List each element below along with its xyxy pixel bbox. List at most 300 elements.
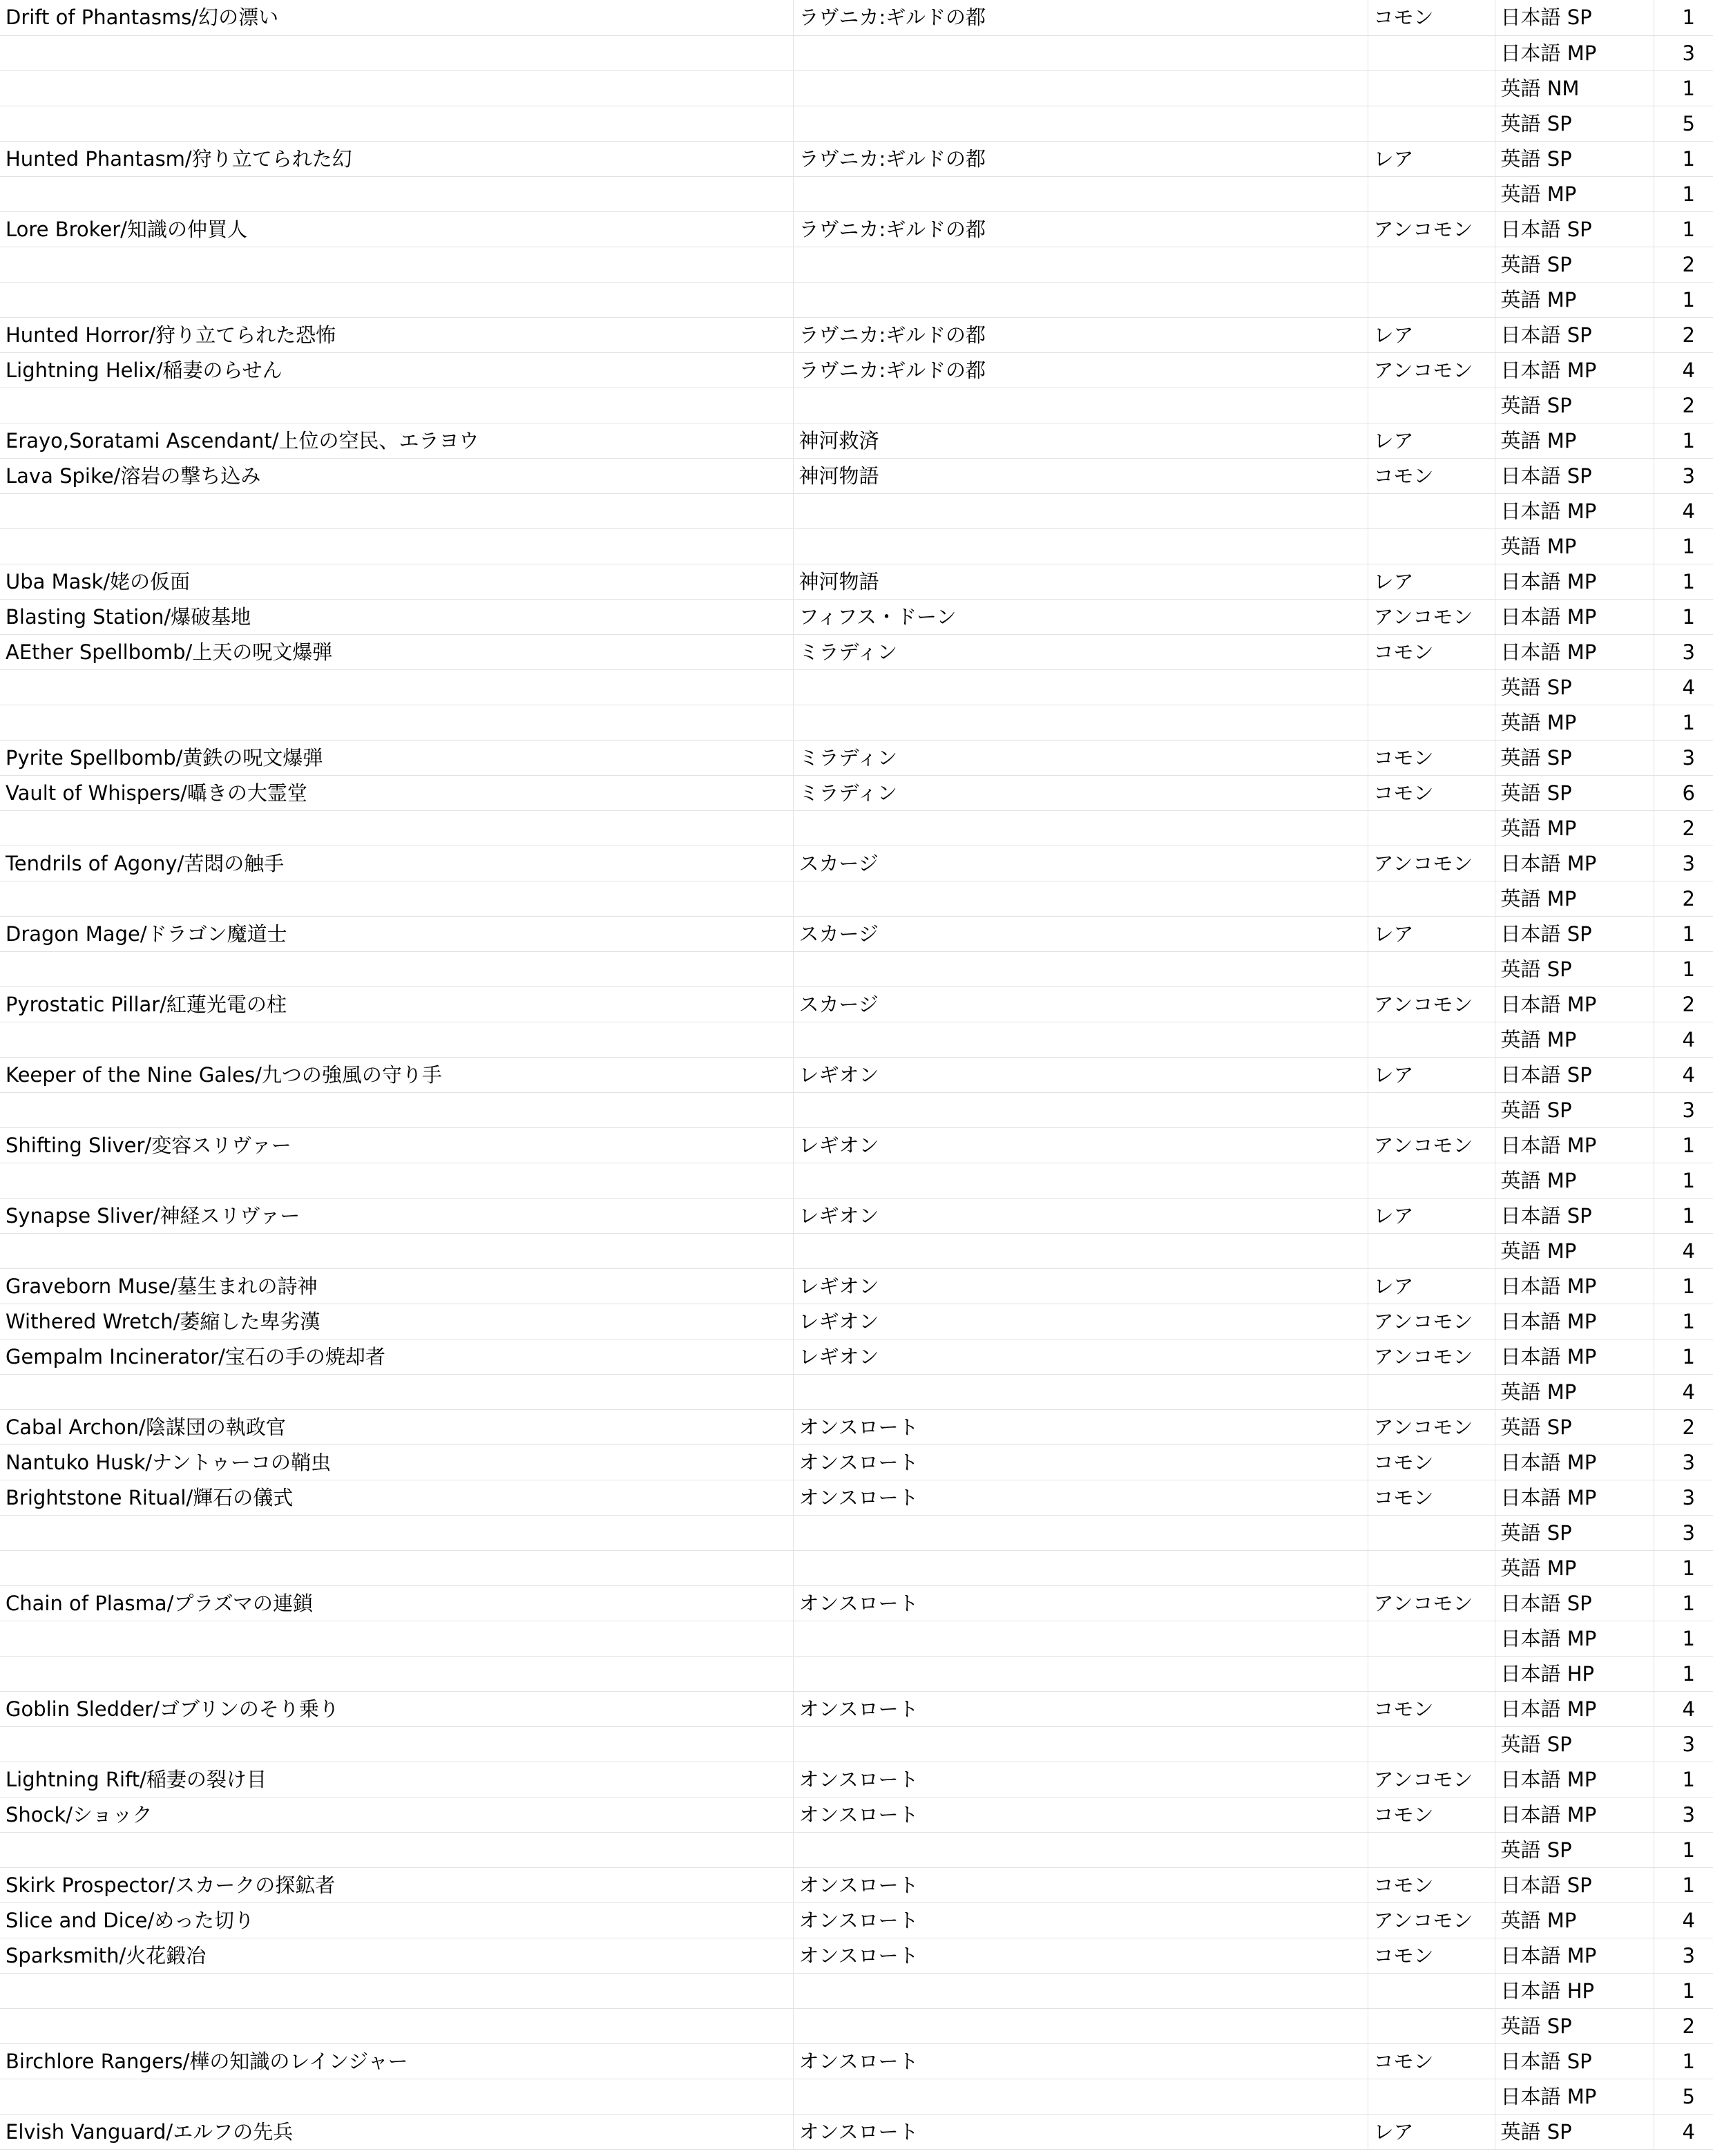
set-cell[interactable]: 神河救済	[793, 423, 1368, 458]
quantity-cell[interactable]: 5	[1654, 106, 1713, 141]
set-cell[interactable]	[793, 2008, 1368, 2043]
set-cell[interactable]	[793, 1515, 1368, 1550]
language-condition-cell[interactable]: 英語 SP	[1495, 1409, 1654, 1444]
set-cell[interactable]: レギオン	[793, 1057, 1368, 1092]
card-name-cell[interactable]: Uba Mask/姥の仮面	[0, 564, 793, 599]
card-name-cell[interactable]: Shifting Sliver/変容スリヴァー	[0, 1127, 793, 1163]
card-name-cell[interactable]	[0, 1550, 793, 1585]
card-name-cell[interactable]	[0, 70, 793, 106]
quantity-cell[interactable]: 1	[1654, 1550, 1713, 1585]
language-condition-cell[interactable]: 英語 MP	[1495, 705, 1654, 740]
card-name-cell[interactable]: Tendrils of Agony/苦悶の触手	[0, 846, 793, 881]
rarity-cell[interactable]: コモン	[1368, 740, 1495, 775]
language-condition-cell[interactable]: 日本語 MP	[1495, 1339, 1654, 1374]
language-condition-cell[interactable]: 日本語 MP	[1495, 564, 1654, 599]
card-name-cell[interactable]	[0, 1973, 793, 2008]
rarity-cell[interactable]	[1368, 528, 1495, 564]
set-cell[interactable]: オンスロート	[793, 1762, 1368, 1797]
rarity-cell[interactable]: レア	[1368, 141, 1495, 176]
set-cell[interactable]: ラヴニカ:ギルドの都	[793, 352, 1368, 388]
rarity-cell[interactable]: アンコモン	[1368, 211, 1495, 247]
card-name-cell[interactable]	[0, 176, 793, 211]
language-condition-cell[interactable]: 日本語 HP	[1495, 1973, 1654, 2008]
language-condition-cell[interactable]: 英語 SP	[1495, 1726, 1654, 1762]
rarity-cell[interactable]	[1368, 247, 1495, 282]
rarity-cell[interactable]: レア	[1368, 1198, 1495, 1233]
card-name-cell[interactable]: Elvish Vanguard/エルフの先兵	[0, 2114, 793, 2149]
card-name-cell[interactable]: Lightning Helix/稲妻のらせん	[0, 352, 793, 388]
quantity-cell[interactable]: 2	[1654, 986, 1713, 1022]
language-condition-cell[interactable]: 日本語 MP	[1495, 634, 1654, 669]
quantity-cell[interactable]: 3	[1654, 1515, 1713, 1550]
quantity-cell[interactable]: 3	[1654, 458, 1713, 493]
rarity-cell[interactable]: アンコモン	[1368, 1409, 1495, 1444]
quantity-cell[interactable]: 1	[1654, 1867, 1713, 1902]
set-cell[interactable]: オンスロート	[793, 1585, 1368, 1621]
card-name-cell[interactable]	[0, 1163, 793, 1198]
rarity-cell[interactable]	[1368, 881, 1495, 916]
quantity-cell[interactable]: 2	[1654, 810, 1713, 846]
quantity-cell[interactable]: 1	[1654, 70, 1713, 106]
language-condition-cell[interactable]: 日本語 MP	[1495, 1938, 1654, 1973]
rarity-cell[interactable]	[1368, 282, 1495, 317]
quantity-cell[interactable]: 3	[1654, 1092, 1713, 1127]
quantity-cell[interactable]: 3	[1654, 1480, 1713, 1515]
set-cell[interactable]	[793, 247, 1368, 282]
language-condition-cell[interactable]: 日本語 SP	[1495, 458, 1654, 493]
language-condition-cell[interactable]: 日本語 MP	[1495, 599, 1654, 634]
set-cell[interactable]	[793, 35, 1368, 70]
language-condition-cell[interactable]: 日本語 MP	[1495, 846, 1654, 881]
card-name-cell[interactable]	[0, 669, 793, 705]
language-condition-cell[interactable]: 英語 MP	[1495, 528, 1654, 564]
language-condition-cell[interactable]: 日本語 MP	[1495, 1797, 1654, 1832]
language-condition-cell[interactable]: 英語 SP	[1495, 388, 1654, 423]
card-name-cell[interactable]: Skirk Prospector/スカークの探鉱者	[0, 1867, 793, 1902]
quantity-cell[interactable]: 2	[1654, 1409, 1713, 1444]
rarity-cell[interactable]	[1368, 2008, 1495, 2043]
card-name-cell[interactable]: Chain of Plasma/プラズマの連鎖	[0, 1585, 793, 1621]
card-name-cell[interactable]: Synapse Sliver/神経スリヴァー	[0, 1198, 793, 1233]
quantity-cell[interactable]: 1	[1654, 141, 1713, 176]
language-condition-cell[interactable]: 英語 MP	[1495, 810, 1654, 846]
language-condition-cell[interactable]: 英語 SP	[1495, 106, 1654, 141]
card-name-cell[interactable]	[0, 2008, 793, 2043]
rarity-cell[interactable]	[1368, 1832, 1495, 1867]
rarity-cell[interactable]: コモン	[1368, 775, 1495, 810]
card-name-cell[interactable]	[0, 705, 793, 740]
quantity-cell[interactable]: 4	[1654, 1691, 1713, 1726]
language-condition-cell[interactable]: 英語 SP	[1495, 740, 1654, 775]
quantity-cell[interactable]: 4	[1654, 669, 1713, 705]
rarity-cell[interactable]	[1368, 669, 1495, 705]
rarity-cell[interactable]	[1368, 810, 1495, 846]
language-condition-cell[interactable]: 日本語 SP	[1495, 317, 1654, 352]
rarity-cell[interactable]: アンコモン	[1368, 1902, 1495, 1938]
set-cell[interactable]: 神河物語	[793, 564, 1368, 599]
card-name-cell[interactable]: Lore Broker/知識の仲買人	[0, 211, 793, 247]
rarity-cell[interactable]	[1368, 35, 1495, 70]
rarity-cell[interactable]: レア	[1368, 564, 1495, 599]
language-condition-cell[interactable]: 英語 SP	[1495, 2114, 1654, 2149]
language-condition-cell[interactable]: 日本語 MP	[1495, 352, 1654, 388]
set-cell[interactable]: オンスロート	[793, 1409, 1368, 1444]
quantity-cell[interactable]: 1	[1654, 423, 1713, 458]
card-name-cell[interactable]	[0, 2079, 793, 2114]
quantity-cell[interactable]: 3	[1654, 846, 1713, 881]
language-condition-cell[interactable]: 英語 SP	[1495, 1515, 1654, 1550]
quantity-cell[interactable]: 1	[1654, 916, 1713, 951]
set-cell[interactable]: ミラディン	[793, 775, 1368, 810]
language-condition-cell[interactable]: 英語 MP	[1495, 1163, 1654, 1198]
rarity-cell[interactable]	[1368, 493, 1495, 528]
quantity-cell[interactable]: 5	[1654, 2079, 1713, 2114]
card-name-cell[interactable]	[0, 951, 793, 986]
card-name-cell[interactable]: Hunted Phantasm/狩り立てられた幻	[0, 141, 793, 176]
card-name-cell[interactable]: Sparksmith/火花鍛冶	[0, 1938, 793, 1973]
quantity-cell[interactable]: 1	[1654, 211, 1713, 247]
set-cell[interactable]: スカージ	[793, 916, 1368, 951]
set-cell[interactable]	[793, 1092, 1368, 1127]
language-condition-cell[interactable]: 英語 SP	[1495, 1832, 1654, 1867]
language-condition-cell[interactable]: 日本語 SP	[1495, 916, 1654, 951]
quantity-cell[interactable]: 1	[1654, 282, 1713, 317]
card-name-cell[interactable]: Goblin Sledder/ゴブリンのそり乗り	[0, 1691, 793, 1726]
language-condition-cell[interactable]: 日本語 SP	[1495, 1867, 1654, 1902]
quantity-cell[interactable]: 2	[1654, 2008, 1713, 2043]
quantity-cell[interactable]: 1	[1654, 599, 1713, 634]
language-condition-cell[interactable]: 英語 MP	[1495, 1022, 1654, 1057]
set-cell[interactable]	[793, 528, 1368, 564]
rarity-cell[interactable]: レア	[1368, 916, 1495, 951]
set-cell[interactable]	[793, 669, 1368, 705]
set-cell[interactable]	[793, 951, 1368, 986]
quantity-cell[interactable]: 1	[1654, 1339, 1713, 1374]
card-name-cell[interactable]: Brightstone Ritual/輝石の儀式	[0, 1480, 793, 1515]
set-cell[interactable]	[793, 1621, 1368, 1656]
rarity-cell[interactable]	[1368, 1092, 1495, 1127]
language-condition-cell[interactable]: 日本語 SP	[1495, 211, 1654, 247]
set-cell[interactable]	[793, 705, 1368, 740]
set-cell[interactable]: 神河物語	[793, 458, 1368, 493]
language-condition-cell[interactable]: 英語 NM	[1495, 70, 1654, 106]
language-condition-cell[interactable]: 日本語 SP	[1495, 1585, 1654, 1621]
quantity-cell[interactable]: 4	[1654, 1233, 1713, 1268]
quantity-cell[interactable]: 3	[1654, 1797, 1713, 1832]
language-condition-cell[interactable]: 日本語 SP	[1495, 1057, 1654, 1092]
card-name-cell[interactable]	[0, 1515, 793, 1550]
set-cell[interactable]: レギオン	[793, 1304, 1368, 1339]
language-condition-cell[interactable]: 日本語 MP	[1495, 1444, 1654, 1480]
language-condition-cell[interactable]: 英語 SP	[1495, 775, 1654, 810]
card-name-cell[interactable]: Keeper of the Nine Gales/九つの強風の守り手	[0, 1057, 793, 1092]
quantity-cell[interactable]: 1	[1654, 1198, 1713, 1233]
set-cell[interactable]	[793, 106, 1368, 141]
set-cell[interactable]	[793, 388, 1368, 423]
rarity-cell[interactable]: コモン	[1368, 1867, 1495, 1902]
language-condition-cell[interactable]: 日本語 MP	[1495, 1304, 1654, 1339]
card-name-cell[interactable]	[0, 388, 793, 423]
card-name-cell[interactable]: Cabal Archon/陰謀団の執政官	[0, 1409, 793, 1444]
card-name-cell[interactable]	[0, 1022, 793, 1057]
rarity-cell[interactable]	[1368, 388, 1495, 423]
quantity-cell[interactable]: 4	[1654, 1057, 1713, 1092]
rarity-cell[interactable]	[1368, 1621, 1495, 1656]
language-condition-cell[interactable]: 英語 SP	[1495, 247, 1654, 282]
quantity-cell[interactable]: 4	[1654, 1022, 1713, 1057]
language-condition-cell[interactable]: 日本語 SP	[1495, 1198, 1654, 1233]
quantity-cell[interactable]: 1	[1654, 528, 1713, 564]
card-name-cell[interactable]: Birchlore Rangers/樺の知識のレインジャー	[0, 2043, 793, 2079]
language-condition-cell[interactable]: 英語 SP	[1495, 2008, 1654, 2043]
quantity-cell[interactable]: 3	[1654, 1444, 1713, 1480]
rarity-cell[interactable]: コモン	[1368, 458, 1495, 493]
quantity-cell[interactable]: 3	[1654, 35, 1713, 70]
set-cell[interactable]	[793, 810, 1368, 846]
language-condition-cell[interactable]: 英語 MP	[1495, 282, 1654, 317]
card-name-cell[interactable]: Hunted Horror/狩り立てられた恐怖	[0, 317, 793, 352]
rarity-cell[interactable]: アンコモン	[1368, 846, 1495, 881]
quantity-cell[interactable]: 3	[1654, 1726, 1713, 1762]
set-cell[interactable]: オンスロート	[793, 1691, 1368, 1726]
set-cell[interactable]	[793, 176, 1368, 211]
card-name-cell[interactable]	[0, 810, 793, 846]
quantity-cell[interactable]: 4	[1654, 1374, 1713, 1409]
quantity-cell[interactable]: 2	[1654, 388, 1713, 423]
set-cell[interactable]	[793, 282, 1368, 317]
set-cell[interactable]: オンスロート	[793, 1902, 1368, 1938]
card-name-cell[interactable]: Slice and Dice/めった切り	[0, 1902, 793, 1938]
quantity-cell[interactable]: 1	[1654, 1268, 1713, 1304]
quantity-cell[interactable]: 3	[1654, 634, 1713, 669]
language-condition-cell[interactable]: 日本語 MP	[1495, 1480, 1654, 1515]
rarity-cell[interactable]: アンコモン	[1368, 1762, 1495, 1797]
rarity-cell[interactable]: レア	[1368, 1268, 1495, 1304]
set-cell[interactable]	[793, 1022, 1368, 1057]
quantity-cell[interactable]: 1	[1654, 1127, 1713, 1163]
set-cell[interactable]: フィフス・ドーン	[793, 599, 1368, 634]
set-cell[interactable]: オンスロート	[793, 1797, 1368, 1832]
rarity-cell[interactable]	[1368, 1515, 1495, 1550]
rarity-cell[interactable]	[1368, 1726, 1495, 1762]
set-cell[interactable]	[793, 1726, 1368, 1762]
language-condition-cell[interactable]: 英語 MP	[1495, 1902, 1654, 1938]
language-condition-cell[interactable]: 日本語 SP	[1495, 2043, 1654, 2079]
language-condition-cell[interactable]: 日本語 MP	[1495, 1268, 1654, 1304]
set-cell[interactable]	[793, 881, 1368, 916]
card-name-cell[interactable]: Gempalm Incinerator/宝石の手の焼却者	[0, 1339, 793, 1374]
language-condition-cell[interactable]: 日本語 MP	[1495, 1691, 1654, 1726]
quantity-cell[interactable]: 1	[1654, 1163, 1713, 1198]
language-condition-cell[interactable]: 日本語 MP	[1495, 1621, 1654, 1656]
card-name-cell[interactable]: Vault of Whispers/囁きの大霊堂	[0, 775, 793, 810]
language-condition-cell[interactable]: 英語 MP	[1495, 1233, 1654, 1268]
rarity-cell[interactable]	[1368, 70, 1495, 106]
language-condition-cell[interactable]: 日本語 MP	[1495, 1762, 1654, 1797]
rarity-cell[interactable]	[1368, 1550, 1495, 1585]
rarity-cell[interactable]	[1368, 2079, 1495, 2114]
set-cell[interactable]	[793, 1832, 1368, 1867]
rarity-cell[interactable]: アンコモン	[1368, 986, 1495, 1022]
card-name-cell[interactable]: Drift of Phantasms/幻の漂い	[0, 0, 793, 35]
rarity-cell[interactable]	[1368, 1656, 1495, 1691]
card-name-cell[interactable]	[0, 528, 793, 564]
card-name-cell[interactable]: Lightning Rift/稲妻の裂け目	[0, 1762, 793, 1797]
card-name-cell[interactable]	[0, 35, 793, 70]
quantity-cell[interactable]: 2	[1654, 317, 1713, 352]
rarity-cell[interactable]: コモン	[1368, 1444, 1495, 1480]
rarity-cell[interactable]: レア	[1368, 2114, 1495, 2149]
rarity-cell[interactable]: アンコモン	[1368, 1339, 1495, 1374]
set-cell[interactable]: ミラディン	[793, 740, 1368, 775]
card-name-cell[interactable]: Nantuko Husk/ナントゥーコの鞘虫	[0, 1444, 793, 1480]
quantity-cell[interactable]: 1	[1654, 705, 1713, 740]
rarity-cell[interactable]	[1368, 1973, 1495, 2008]
rarity-cell[interactable]	[1368, 951, 1495, 986]
rarity-cell[interactable]: コモン	[1368, 1938, 1495, 1973]
quantity-cell[interactable]: 3	[1654, 740, 1713, 775]
card-name-cell[interactable]: Shock/ショック	[0, 1797, 793, 1832]
language-condition-cell[interactable]: 日本語 MP	[1495, 986, 1654, 1022]
rarity-cell[interactable]: レア	[1368, 317, 1495, 352]
rarity-cell[interactable]	[1368, 1233, 1495, 1268]
card-name-cell[interactable]: Pyrite Spellbomb/黄鉄の呪文爆弾	[0, 740, 793, 775]
language-condition-cell[interactable]: 英語 SP	[1495, 141, 1654, 176]
rarity-cell[interactable]: コモン	[1368, 1691, 1495, 1726]
set-cell[interactable]: オンスロート	[793, 1444, 1368, 1480]
language-condition-cell[interactable]: 日本語 MP	[1495, 493, 1654, 528]
language-condition-cell[interactable]: 英語 SP	[1495, 1092, 1654, 1127]
card-name-cell[interactable]: Withered Wretch/萎縮した卑劣漢	[0, 1304, 793, 1339]
set-cell[interactable]	[793, 70, 1368, 106]
quantity-cell[interactable]: 1	[1654, 2043, 1713, 2079]
rarity-cell[interactable]	[1368, 1374, 1495, 1409]
rarity-cell[interactable]: アンコモン	[1368, 1304, 1495, 1339]
rarity-cell[interactable]: コモン	[1368, 634, 1495, 669]
set-cell[interactable]: レギオン	[793, 1127, 1368, 1163]
set-cell[interactable]	[793, 1973, 1368, 2008]
card-name-cell[interactable]	[0, 1374, 793, 1409]
language-condition-cell[interactable]: 英語 MP	[1495, 881, 1654, 916]
set-cell[interactable]: ラヴニカ:ギルドの都	[793, 141, 1368, 176]
rarity-cell[interactable]: コモン	[1368, 2043, 1495, 2079]
set-cell[interactable]: スカージ	[793, 986, 1368, 1022]
set-cell[interactable]: オンスロート	[793, 1480, 1368, 1515]
quantity-cell[interactable]: 2	[1654, 247, 1713, 282]
quantity-cell[interactable]: 1	[1654, 1973, 1713, 2008]
quantity-cell[interactable]: 1	[1654, 951, 1713, 986]
set-cell[interactable]	[793, 493, 1368, 528]
quantity-cell[interactable]: 1	[1654, 1304, 1713, 1339]
set-cell[interactable]	[793, 1163, 1368, 1198]
set-cell[interactable]	[793, 1550, 1368, 1585]
quantity-cell[interactable]: 1	[1654, 1832, 1713, 1867]
language-condition-cell[interactable]: 英語 SP	[1495, 669, 1654, 705]
language-condition-cell[interactable]: 英語 MP	[1495, 176, 1654, 211]
rarity-cell[interactable]	[1368, 106, 1495, 141]
rarity-cell[interactable]	[1368, 705, 1495, 740]
set-cell[interactable]	[793, 1656, 1368, 1691]
card-name-cell[interactable]: AEther Spellbomb/上天の呪文爆弾	[0, 634, 793, 669]
card-name-cell[interactable]: Blasting Station/爆破基地	[0, 599, 793, 634]
card-name-cell[interactable]	[0, 493, 793, 528]
quantity-cell[interactable]: 4	[1654, 352, 1713, 388]
rarity-cell[interactable]: アンコモン	[1368, 1585, 1495, 1621]
card-name-cell[interactable]	[0, 1726, 793, 1762]
rarity-cell[interactable]	[1368, 1163, 1495, 1198]
card-name-cell[interactable]	[0, 1092, 793, 1127]
set-cell[interactable]: ミラディン	[793, 634, 1368, 669]
card-name-cell[interactable]	[0, 1656, 793, 1691]
language-condition-cell[interactable]: 英語 MP	[1495, 1550, 1654, 1585]
quantity-cell[interactable]: 4	[1654, 1902, 1713, 1938]
card-name-cell[interactable]: Erayo,Soratami Ascendant/上位の空民、エラヨウ	[0, 423, 793, 458]
card-name-cell[interactable]	[0, 1233, 793, 1268]
set-cell[interactable]: ラヴニカ:ギルドの都	[793, 0, 1368, 35]
quantity-cell[interactable]: 4	[1654, 2114, 1713, 2149]
quantity-cell[interactable]: 1	[1654, 176, 1713, 211]
rarity-cell[interactable]: コモン	[1368, 1480, 1495, 1515]
quantity-cell[interactable]: 2	[1654, 881, 1713, 916]
rarity-cell[interactable]: コモン	[1368, 0, 1495, 35]
language-condition-cell[interactable]: 日本語 SP	[1495, 0, 1654, 35]
set-cell[interactable]	[793, 2079, 1368, 2114]
quantity-cell[interactable]: 4	[1654, 493, 1713, 528]
set-cell[interactable]: レギオン	[793, 1268, 1368, 1304]
quantity-cell[interactable]: 6	[1654, 775, 1713, 810]
set-cell[interactable]: オンスロート	[793, 1938, 1368, 1973]
card-name-cell[interactable]: Graveborn Muse/墓生まれの詩神	[0, 1268, 793, 1304]
rarity-cell[interactable]: アンコモン	[1368, 1127, 1495, 1163]
set-cell[interactable]	[793, 1233, 1368, 1268]
card-name-cell[interactable]	[0, 282, 793, 317]
quantity-cell[interactable]: 1	[1654, 1762, 1713, 1797]
card-name-cell[interactable]	[0, 881, 793, 916]
quantity-cell[interactable]: 1	[1654, 564, 1713, 599]
card-name-cell[interactable]	[0, 1832, 793, 1867]
rarity-cell[interactable]: コモン	[1368, 1797, 1495, 1832]
card-name-cell[interactable]: Dragon Mage/ドラゴン魔道士	[0, 916, 793, 951]
card-name-cell[interactable]: Pyrostatic Pillar/紅蓮光電の柱	[0, 986, 793, 1022]
quantity-cell[interactable]: 1	[1654, 1656, 1713, 1691]
language-condition-cell[interactable]: 日本語 MP	[1495, 35, 1654, 70]
set-cell[interactable]: オンスロート	[793, 1867, 1368, 1902]
quantity-cell[interactable]: 1	[1654, 0, 1713, 35]
rarity-cell[interactable]	[1368, 176, 1495, 211]
language-condition-cell[interactable]: 日本語 HP	[1495, 1656, 1654, 1691]
set-cell[interactable]: オンスロート	[793, 2114, 1368, 2149]
card-name-cell[interactable]: Lava Spike/溶岩の撃ち込み	[0, 458, 793, 493]
card-name-cell[interactable]	[0, 247, 793, 282]
rarity-cell[interactable]: アンコモン	[1368, 352, 1495, 388]
rarity-cell[interactable]	[1368, 1022, 1495, 1057]
rarity-cell[interactable]: レア	[1368, 423, 1495, 458]
language-condition-cell[interactable]: 英語 SP	[1495, 951, 1654, 986]
language-condition-cell[interactable]: 英語 MP	[1495, 1374, 1654, 1409]
language-condition-cell[interactable]: 日本語 MP	[1495, 1127, 1654, 1163]
set-cell[interactable]: ラヴニカ:ギルドの都	[793, 211, 1368, 247]
quantity-cell[interactable]: 1	[1654, 1621, 1713, 1656]
set-cell[interactable]: オンスロート	[793, 2043, 1368, 2079]
set-cell[interactable]: レギオン	[793, 1339, 1368, 1374]
quantity-cell[interactable]: 1	[1654, 1585, 1713, 1621]
set-cell[interactable]: スカージ	[793, 846, 1368, 881]
rarity-cell[interactable]: レア	[1368, 1057, 1495, 1092]
rarity-cell[interactable]: アンコモン	[1368, 599, 1495, 634]
language-condition-cell[interactable]: 英語 MP	[1495, 423, 1654, 458]
card-name-cell[interactable]	[0, 106, 793, 141]
set-cell[interactable]: レギオン	[793, 1198, 1368, 1233]
